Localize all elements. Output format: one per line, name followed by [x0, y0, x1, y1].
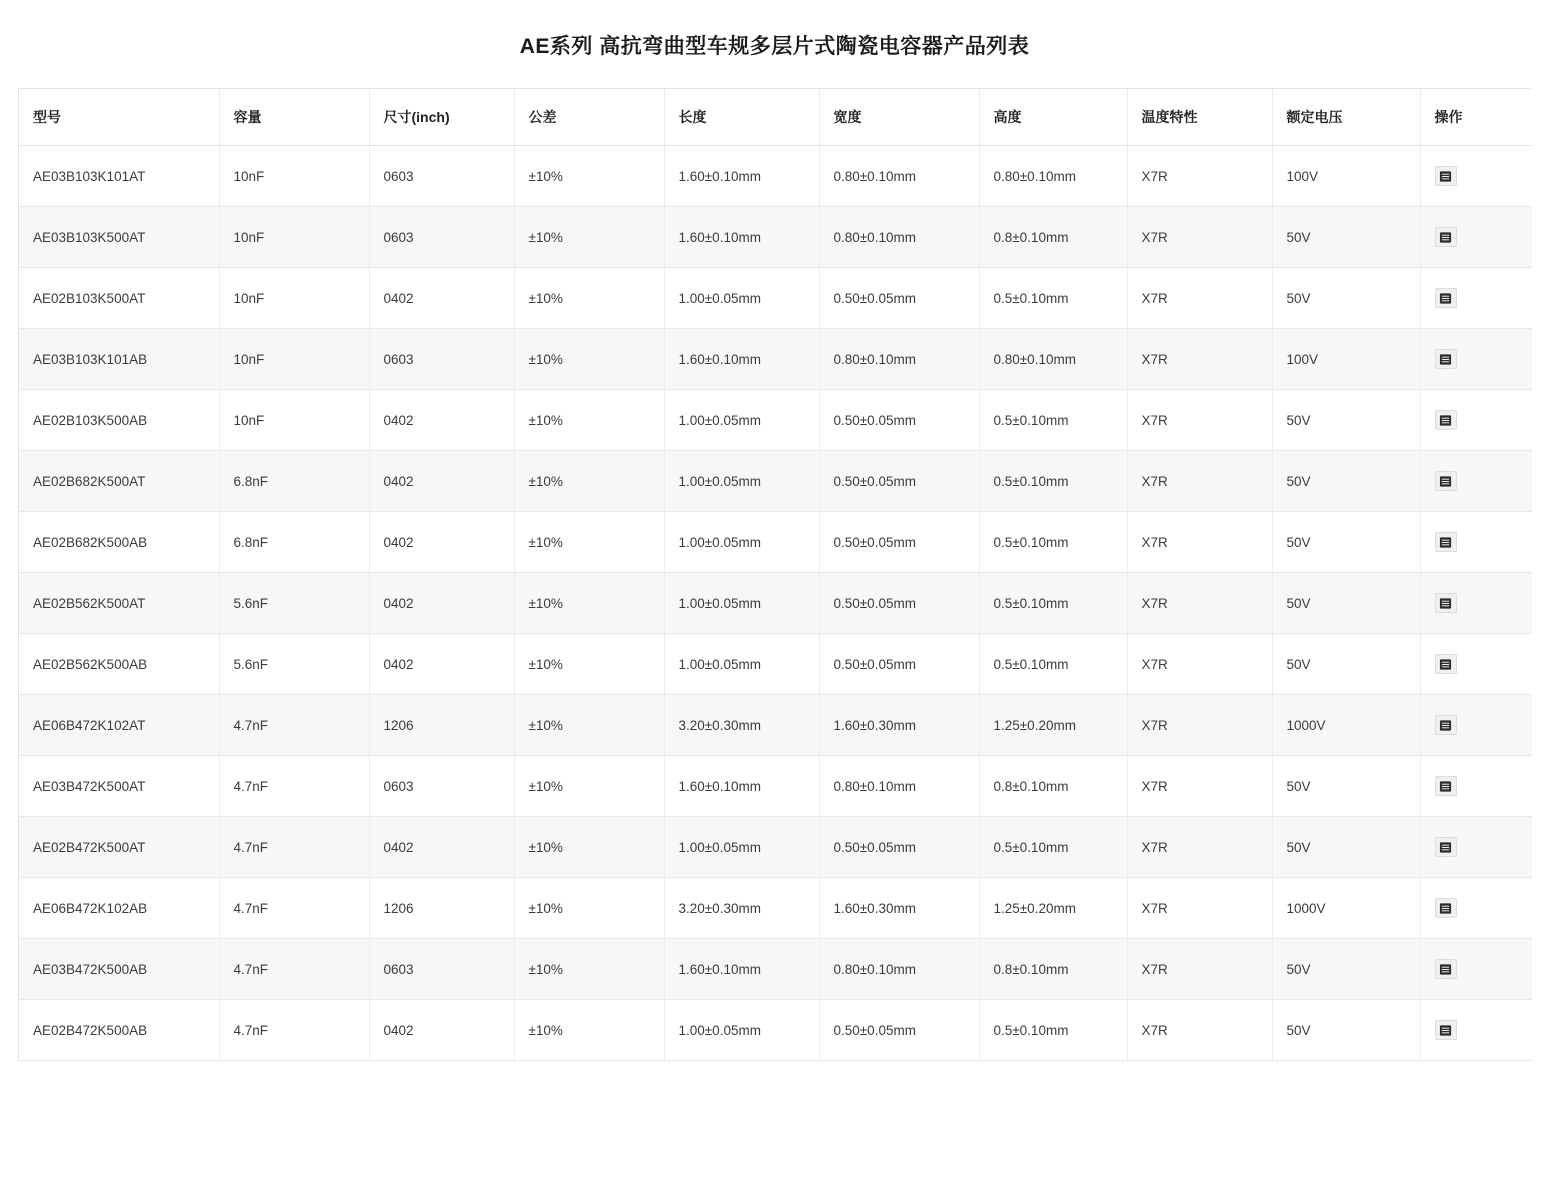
- column-header-width: 宽度: [819, 89, 979, 146]
- cell-height: 0.5±0.10mm: [979, 817, 1127, 878]
- column-header-rated-voltage: 额定电压: [1272, 89, 1420, 146]
- cell-model: AE02B682K500AT: [19, 451, 219, 512]
- cell-rated-voltage: 50V: [1272, 451, 1420, 512]
- cell-model: AE02B562K500AT: [19, 573, 219, 634]
- detail-button[interactable]: [1435, 227, 1457, 247]
- cell-size: 0603: [369, 756, 514, 817]
- cell-capacitance: 4.7nF: [219, 817, 369, 878]
- cell-width: 0.50±0.05mm: [819, 573, 979, 634]
- cell-temperature-characteristic: X7R: [1127, 451, 1272, 512]
- page-title: AE系列 高抗弯曲型车规多层片式陶瓷电容器产品列表: [519, 35, 1030, 59]
- cell-action: [1420, 329, 1532, 390]
- cell-capacitance: 10nF: [219, 207, 369, 268]
- cell-height: 0.5±0.10mm: [979, 1000, 1127, 1061]
- table-header: [19, 89, 1532, 146]
- cell-length: 1.00±0.05mm: [664, 573, 819, 634]
- cell-temperature-characteristic: X7R: [1127, 146, 1272, 207]
- cell-temperature-characteristic: X7R: [1127, 390, 1272, 451]
- cell-tolerance: ±10%: [514, 207, 664, 268]
- cell-width: 1.60±0.30mm: [819, 695, 979, 756]
- column-header-temperature-characteristic: 温度特性: [1127, 89, 1272, 146]
- cell-rated-voltage: 50V: [1272, 756, 1420, 817]
- cell-tolerance: ±10%: [514, 695, 664, 756]
- cell-length: 1.60±0.10mm: [664, 329, 819, 390]
- cell-temperature-characteristic: X7R: [1127, 512, 1272, 573]
- detail-button[interactable]: [1435, 166, 1457, 186]
- cell-height: 0.80±0.10mm: [979, 329, 1127, 390]
- table-row: [19, 390, 1532, 451]
- cell-model: AE06B472K102AT: [19, 695, 219, 756]
- cell-height: 0.8±0.10mm: [979, 207, 1127, 268]
- cell-height: 0.5±0.10mm: [979, 573, 1127, 634]
- cell-model: AE02B103K500AT: [19, 268, 219, 329]
- cell-model: AE03B472K500AB: [19, 939, 219, 1000]
- cell-temperature-characteristic: X7R: [1127, 878, 1272, 939]
- cell-tolerance: ±10%: [514, 573, 664, 634]
- cell-model: AE02B472K500AT: [19, 817, 219, 878]
- cell-action: [1420, 756, 1532, 817]
- cell-height: 0.5±0.10mm: [979, 512, 1127, 573]
- document-list-icon: [1439, 1024, 1452, 1037]
- cell-rated-voltage: 50V: [1272, 634, 1420, 695]
- cell-rated-voltage: 50V: [1272, 268, 1420, 329]
- cell-action: [1420, 695, 1532, 756]
- cell-tolerance: ±10%: [514, 146, 664, 207]
- cell-action: [1420, 207, 1532, 268]
- column-header-length: 长度: [664, 89, 819, 146]
- detail-button[interactable]: [1435, 959, 1457, 979]
- cell-size: 0402: [369, 451, 514, 512]
- document-list-icon: [1439, 658, 1452, 671]
- cell-length: 1.00±0.05mm: [664, 390, 819, 451]
- detail-button[interactable]: [1435, 837, 1457, 857]
- document-list-icon: [1439, 841, 1452, 854]
- cell-size: 0402: [369, 634, 514, 695]
- cell-width: 0.50±0.05mm: [819, 268, 979, 329]
- cell-size: 1206: [369, 878, 514, 939]
- document-list-icon: [1439, 353, 1452, 366]
- cell-action: [1420, 939, 1532, 1000]
- table-row: [19, 695, 1532, 756]
- cell-length: 1.60±0.10mm: [664, 207, 819, 268]
- cell-width: 0.50±0.05mm: [819, 390, 979, 451]
- column-header-capacitance: 容量: [219, 89, 369, 146]
- cell-width: 0.80±0.10mm: [819, 329, 979, 390]
- table-row: [19, 756, 1532, 817]
- detail-button[interactable]: [1435, 776, 1457, 796]
- cell-rated-voltage: 50V: [1272, 939, 1420, 1000]
- cell-model: AE03B103K101AB: [19, 329, 219, 390]
- cell-height: 1.25±0.20mm: [979, 878, 1127, 939]
- cell-action: [1420, 268, 1532, 329]
- cell-length: 1.00±0.05mm: [664, 268, 819, 329]
- column-header-tolerance: 公差: [514, 89, 664, 146]
- table-body: [19, 146, 1532, 1061]
- table-header-row: [19, 89, 1532, 146]
- detail-button[interactable]: [1435, 349, 1457, 369]
- cell-width: 0.50±0.05mm: [819, 1000, 979, 1061]
- document-list-icon: [1439, 902, 1452, 915]
- cell-tolerance: ±10%: [514, 512, 664, 573]
- cell-height: 0.5±0.10mm: [979, 268, 1127, 329]
- table-row: [19, 573, 1532, 634]
- cell-tolerance: ±10%: [514, 268, 664, 329]
- cell-width: 0.50±0.05mm: [819, 817, 979, 878]
- column-header-height: 高度: [979, 89, 1127, 146]
- cell-size: 0402: [369, 390, 514, 451]
- cell-action: [1420, 817, 1532, 878]
- cell-capacitance: 5.6nF: [219, 634, 369, 695]
- cell-tolerance: ±10%: [514, 939, 664, 1000]
- cell-height: 0.5±0.10mm: [979, 390, 1127, 451]
- cell-size: 0603: [369, 329, 514, 390]
- cell-temperature-characteristic: X7R: [1127, 573, 1272, 634]
- table-row: [19, 817, 1532, 878]
- cell-length: 3.20±0.30mm: [664, 878, 819, 939]
- cell-model: AE02B562K500AB: [19, 634, 219, 695]
- cell-rated-voltage: 1000V: [1272, 878, 1420, 939]
- cell-model: AE02B103K500AB: [19, 390, 219, 451]
- cell-temperature-characteristic: X7R: [1127, 756, 1272, 817]
- table-row: [19, 329, 1532, 390]
- cell-tolerance: ±10%: [514, 1000, 664, 1061]
- detail-button[interactable]: [1435, 471, 1457, 491]
- cell-width: 0.50±0.05mm: [819, 451, 979, 512]
- table-row: [19, 1000, 1532, 1061]
- column-header-action: 操作: [1420, 89, 1532, 146]
- cell-size: 0402: [369, 817, 514, 878]
- cell-model: AE03B103K101AT: [19, 146, 219, 207]
- cell-action: [1420, 451, 1532, 512]
- cell-temperature-characteristic: X7R: [1127, 695, 1272, 756]
- cell-capacitance: 5.6nF: [219, 573, 369, 634]
- cell-action: [1420, 634, 1532, 695]
- cell-capacitance: 10nF: [219, 146, 369, 207]
- document-list-icon: [1439, 170, 1452, 183]
- cell-rated-voltage: 50V: [1272, 817, 1420, 878]
- cell-action: [1420, 146, 1532, 207]
- cell-size: 0402: [369, 573, 514, 634]
- document-list-icon: [1439, 414, 1452, 427]
- cell-temperature-characteristic: X7R: [1127, 939, 1272, 1000]
- cell-length: 3.20±0.30mm: [664, 695, 819, 756]
- detail-button[interactable]: [1435, 532, 1457, 552]
- document-list-icon: [1439, 292, 1452, 305]
- cell-tolerance: ±10%: [514, 878, 664, 939]
- detail-button[interactable]: [1435, 593, 1457, 613]
- cell-length: 1.60±0.10mm: [664, 756, 819, 817]
- detail-button[interactable]: [1435, 410, 1457, 430]
- column-header-size: 尺寸(inch): [369, 89, 514, 146]
- document-list-icon: [1439, 597, 1452, 610]
- detail-button[interactable]: [1435, 288, 1457, 308]
- document-list-icon: [1439, 963, 1452, 976]
- cell-width: 0.80±0.10mm: [819, 146, 979, 207]
- cell-temperature-characteristic: X7R: [1127, 1000, 1272, 1061]
- cell-height: 0.5±0.10mm: [979, 451, 1127, 512]
- cell-length: 1.00±0.05mm: [664, 512, 819, 573]
- cell-rated-voltage: 100V: [1272, 329, 1420, 390]
- document-list-icon: [1439, 536, 1452, 549]
- document-list-icon: [1439, 719, 1452, 732]
- cell-capacitance: 4.7nF: [219, 756, 369, 817]
- cell-rated-voltage: 50V: [1272, 390, 1420, 451]
- cell-capacitance: 10nF: [219, 329, 369, 390]
- cell-height: 0.80±0.10mm: [979, 146, 1127, 207]
- cell-capacitance: 4.7nF: [219, 1000, 369, 1061]
- cell-rated-voltage: 50V: [1272, 573, 1420, 634]
- cell-model: AE03B472K500AT: [19, 756, 219, 817]
- cell-size: 0402: [369, 512, 514, 573]
- cell-tolerance: ±10%: [514, 329, 664, 390]
- cell-length: 1.00±0.05mm: [664, 634, 819, 695]
- cell-tolerance: ±10%: [514, 451, 664, 512]
- cell-length: 1.00±0.05mm: [664, 451, 819, 512]
- cell-width: 0.80±0.10mm: [819, 939, 979, 1000]
- cell-length: 1.00±0.05mm: [664, 1000, 819, 1061]
- table-row: [19, 634, 1532, 695]
- cell-tolerance: ±10%: [514, 390, 664, 451]
- cell-capacitance: 4.7nF: [219, 939, 369, 1000]
- cell-action: [1420, 512, 1532, 573]
- cell-rated-voltage: 50V: [1272, 1000, 1420, 1061]
- cell-action: [1420, 1000, 1532, 1061]
- cell-capacitance: 6.8nF: [219, 512, 369, 573]
- product-table-container: [18, 88, 1531, 1061]
- cell-model: AE02B472K500AB: [19, 1000, 219, 1061]
- cell-height: 1.25±0.20mm: [979, 695, 1127, 756]
- cell-size: 0603: [369, 207, 514, 268]
- cell-model: AE06B472K102AB: [19, 878, 219, 939]
- cell-model: AE03B103K500AT: [19, 207, 219, 268]
- cell-temperature-characteristic: X7R: [1127, 268, 1272, 329]
- cell-size: 0402: [369, 268, 514, 329]
- cell-capacitance: 4.7nF: [219, 878, 369, 939]
- document-list-icon: [1439, 780, 1452, 793]
- cell-temperature-characteristic: X7R: [1127, 329, 1272, 390]
- cell-size: 1206: [369, 695, 514, 756]
- cell-length: 1.60±0.10mm: [664, 146, 819, 207]
- column-header-model: 型号: [19, 89, 219, 146]
- detail-button[interactable]: [1435, 1020, 1457, 1040]
- table-row: [19, 207, 1532, 268]
- document-list-icon: [1439, 475, 1452, 488]
- cell-length: 1.00±0.05mm: [664, 817, 819, 878]
- cell-rated-voltage: 1000V: [1272, 695, 1420, 756]
- cell-tolerance: ±10%: [514, 817, 664, 878]
- detail-button[interactable]: [1435, 654, 1457, 674]
- table-row: [19, 939, 1532, 1000]
- cell-capacitance: 10nF: [219, 390, 369, 451]
- detail-button[interactable]: [1435, 898, 1457, 918]
- cell-rated-voltage: 50V: [1272, 512, 1420, 573]
- cell-height: 0.8±0.10mm: [979, 939, 1127, 1000]
- table-row: [19, 878, 1532, 939]
- cell-width: 0.80±0.10mm: [819, 756, 979, 817]
- cell-action: [1420, 390, 1532, 451]
- cell-temperature-characteristic: X7R: [1127, 634, 1272, 695]
- table-row: [19, 512, 1532, 573]
- cell-capacitance: 6.8nF: [219, 451, 369, 512]
- cell-action: [1420, 878, 1532, 939]
- table-row: [19, 146, 1532, 207]
- cell-size: 0603: [369, 939, 514, 1000]
- table-row: [19, 451, 1532, 512]
- cell-size: 0402: [369, 1000, 514, 1061]
- cell-action: [1420, 573, 1532, 634]
- cell-length: 1.60±0.10mm: [664, 939, 819, 1000]
- cell-tolerance: ±10%: [514, 634, 664, 695]
- cell-rated-voltage: 50V: [1272, 207, 1420, 268]
- cell-size: 0603: [369, 146, 514, 207]
- cell-width: 0.50±0.05mm: [819, 512, 979, 573]
- detail-button[interactable]: [1435, 715, 1457, 735]
- cell-capacitance: 10nF: [219, 268, 369, 329]
- table-row: [19, 268, 1532, 329]
- cell-width: 0.50±0.05mm: [819, 634, 979, 695]
- cell-temperature-characteristic: X7R: [1127, 817, 1272, 878]
- product-table: [19, 89, 1532, 1061]
- cell-width: 1.60±0.30mm: [819, 878, 979, 939]
- cell-rated-voltage: 100V: [1272, 146, 1420, 207]
- document-list-icon: [1439, 231, 1452, 244]
- cell-height: 0.5±0.10mm: [979, 634, 1127, 695]
- cell-tolerance: ±10%: [514, 756, 664, 817]
- cell-temperature-characteristic: X7R: [1127, 207, 1272, 268]
- cell-capacitance: 4.7nF: [219, 695, 369, 756]
- cell-model: AE02B682K500AB: [19, 512, 219, 573]
- cell-width: 0.80±0.10mm: [819, 207, 979, 268]
- cell-height: 0.8±0.10mm: [979, 756, 1127, 817]
